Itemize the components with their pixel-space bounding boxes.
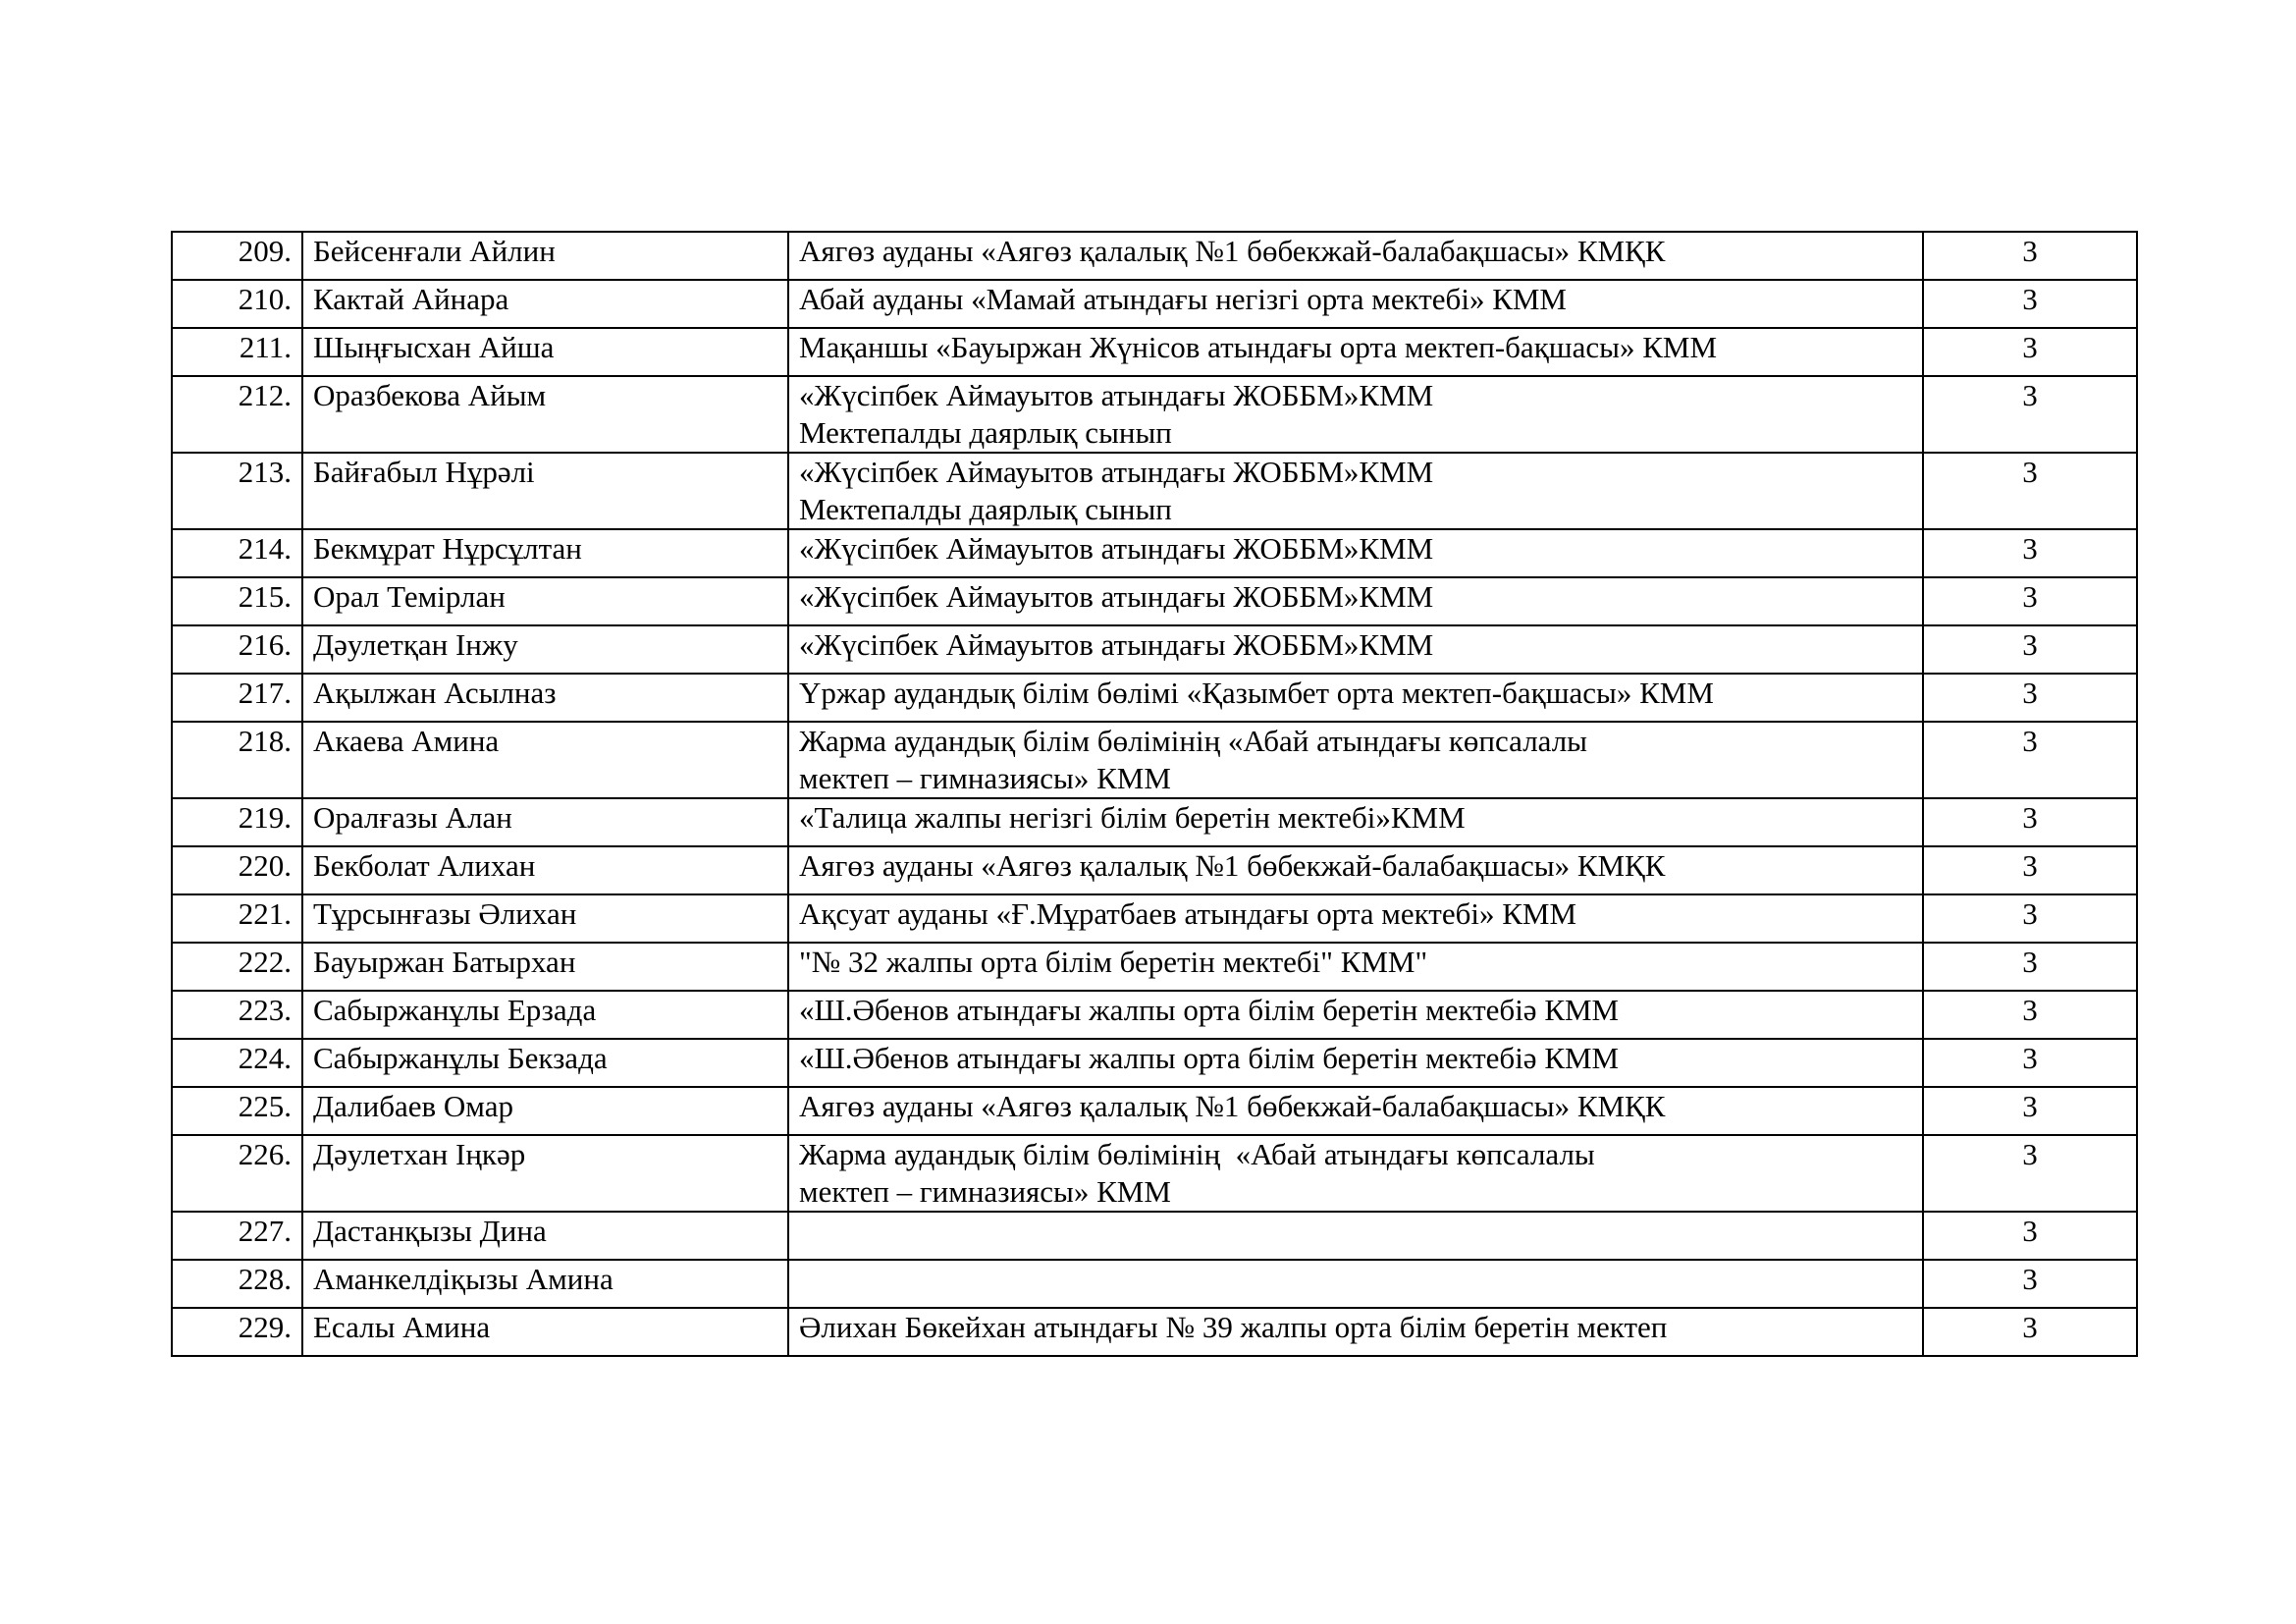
participant-name: Сабыржанұлы Ерзада [302, 991, 788, 1039]
participants-table [171, 231, 2138, 1357]
organization-line: Мақаншы «Бауыржан Жүнісов атындағы орта мектеп-бақшасы» КММ [799, 330, 1718, 364]
organization-line: "№ 32 жалпы орта білім беретін мектебі" КММ" [799, 945, 1428, 979]
organization-line: «Жүсіпбек Аймауытов атындағы ЖОББМ»КММ [799, 455, 1434, 489]
organization-cell [788, 991, 1923, 1039]
row-number: 221. [172, 894, 302, 943]
organization-cell [788, 453, 1923, 529]
participant-name: Шыңғысхан Айша [302, 328, 788, 376]
participant-name: Тұрсынғазы Әлихан [302, 894, 788, 943]
table-body [172, 232, 2137, 1356]
table-row [172, 280, 2137, 328]
row-number: 224. [172, 1039, 302, 1087]
score-value: 3 [1923, 1039, 2137, 1087]
participant-name: Бекболат Алихан [302, 846, 788, 894]
participant-name: Оралғазы Алан [302, 798, 788, 846]
organization-cell [788, 1308, 1923, 1356]
organization-cell [788, 894, 1923, 943]
row-number: 210. [172, 280, 302, 328]
organization-cell [788, 328, 1923, 376]
participant-name: Бауыржан Батырхан [302, 943, 788, 991]
organization-cell [788, 846, 1923, 894]
score-value: 3 [1923, 846, 2137, 894]
score-value: 3 [1923, 722, 2137, 798]
organization-line: «Жүсіпбек Аймауытов атындағы ЖОББМ»КММ [799, 531, 1434, 566]
table-row [172, 674, 2137, 722]
table-row [172, 328, 2137, 376]
participant-name: Орал Темірлан [302, 577, 788, 625]
row-number: 211. [172, 328, 302, 376]
table-row [172, 846, 2137, 894]
organization-line: Абай ауданы «Мамай атындағы негізгі орта мектебі» КММ [799, 282, 1567, 316]
organization-line: Үржар аудандық білім бөлімі «Қазымбет орта мектеп-бақшасы» КММ [799, 676, 1714, 710]
organization-cell [788, 376, 1923, 453]
organization-line: «Талица жалпы негізгі білім беретін мектебі»КММ [799, 800, 1466, 835]
participant-name: Оразбекова Айым [302, 376, 788, 453]
organization-cell [788, 674, 1923, 722]
organization-cell [788, 1260, 1923, 1308]
table-row [172, 1212, 2137, 1260]
table-row [172, 1260, 2137, 1308]
score-value: 3 [1923, 529, 2137, 577]
organization-line: Ақсуат ауданы «Ғ.Мұратбаев атындағы орта мектебі» КММ [799, 896, 1577, 931]
table-row [172, 232, 2137, 280]
table-row [172, 1087, 2137, 1135]
organization-line: «Жүсіпбек Аймауытов атындағы ЖОББМ»КММ [799, 579, 1434, 614]
row-number: 222. [172, 943, 302, 991]
score-value: 3 [1923, 674, 2137, 722]
score-value: 3 [1923, 991, 2137, 1039]
organization-cell [788, 1212, 1923, 1260]
organization-cell [788, 798, 1923, 846]
organization-cell [788, 722, 1923, 798]
row-number: 209. [172, 232, 302, 280]
participant-name: Бейсенғали Айлин [302, 232, 788, 280]
organization-cell [788, 943, 1923, 991]
row-number: 219. [172, 798, 302, 846]
table-row [172, 722, 2137, 798]
score-value: 3 [1923, 232, 2137, 280]
participant-name: Сабыржанұлы Бекзада [302, 1039, 788, 1087]
organization-line: «Жүсіпбек Аймауытов атындағы ЖОББМ»КММ [799, 627, 1434, 662]
row-number: 229. [172, 1308, 302, 1356]
row-number: 216. [172, 625, 302, 674]
organization-cell [788, 232, 1923, 280]
score-value: 3 [1923, 453, 2137, 529]
participant-name: Кактай Айнара [302, 280, 788, 328]
table-row [172, 453, 2137, 529]
table-row [172, 991, 2137, 1039]
participant-name: Акаева Амина [302, 722, 788, 798]
table-row [172, 894, 2137, 943]
row-number: 226. [172, 1135, 302, 1212]
table-row [172, 1039, 2137, 1087]
organization-cell [788, 625, 1923, 674]
row-number: 225. [172, 1087, 302, 1135]
participant-name: Дәулетхан Іңкәр [302, 1135, 788, 1212]
table-row [172, 625, 2137, 674]
organization-cell [788, 1039, 1923, 1087]
participant-name: Бекмұрат Нұрсұлтан [302, 529, 788, 577]
table-row [172, 1308, 2137, 1356]
table-row [172, 1135, 2137, 1212]
organization-cell [788, 577, 1923, 625]
score-value: 3 [1923, 1087, 2137, 1135]
table-row [172, 529, 2137, 577]
score-value: 3 [1923, 798, 2137, 846]
organization-line: Аягөз ауданы «Аягөз қалалық №1 бөбекжай-балабақшасы» КМҚК [799, 848, 1666, 883]
participant-name: Есалы Амина [302, 1308, 788, 1356]
table-row [172, 798, 2137, 846]
table-row [172, 577, 2137, 625]
score-value: 3 [1923, 376, 2137, 453]
participant-name: Ақылжан Асылназ [302, 674, 788, 722]
organization-cell [788, 280, 1923, 328]
organization-line: Аягөз ауданы «Аягөз қалалық №1 бөбекжай-балабақшасы» КМҚК [799, 1089, 1666, 1123]
score-value: 3 [1923, 894, 2137, 943]
participant-name: Далибаев Омар [302, 1087, 788, 1135]
score-value: 3 [1923, 1308, 2137, 1356]
table-row [172, 943, 2137, 991]
organization-line: «Ш.Әбенов атындағы жалпы орта білім беретін мектебіә КММ [799, 1041, 1620, 1075]
row-number: 215. [172, 577, 302, 625]
organization-cell [788, 1135, 1923, 1212]
row-number: 223. [172, 991, 302, 1039]
organization-line: «Жүсіпбек Аймауытов атындағы ЖОББМ»КММ [799, 378, 1434, 412]
organization-line: Мектепалды даярлық сынып [799, 415, 1172, 450]
participant-name: Аманкелдіқызы Амина [302, 1260, 788, 1308]
row-number: 217. [172, 674, 302, 722]
organization-line: Әлихан Бөкейхан атындағы № 39 жалпы орта білім беретін мектеп [799, 1310, 1668, 1344]
participant-name: Дастанқызы Дина [302, 1212, 788, 1260]
row-number: 213. [172, 453, 302, 529]
row-number: 220. [172, 846, 302, 894]
score-value: 3 [1923, 1260, 2137, 1308]
organization-cell [788, 529, 1923, 577]
score-value: 3 [1923, 1135, 2137, 1212]
score-value: 3 [1923, 577, 2137, 625]
organization-cell [788, 1087, 1923, 1135]
score-value: 3 [1923, 328, 2137, 376]
row-number: 227. [172, 1212, 302, 1260]
score-value: 3 [1923, 280, 2137, 328]
score-value: 3 [1923, 1212, 2137, 1260]
row-number: 228. [172, 1260, 302, 1308]
table-row [172, 376, 2137, 453]
participant-name: Дәулетқан Інжу [302, 625, 788, 674]
organization-line: Мектепалды даярлық сынып [799, 492, 1172, 526]
organization-line: «Ш.Әбенов атындағы жалпы орта білім беретін мектебіә КММ [799, 993, 1620, 1027]
score-value: 3 [1923, 625, 2137, 674]
organization-line: мектеп – гимназиясы» КММ [799, 761, 1171, 795]
organization-line: Жарма аудандық білім бөлімінің «Абай атындағы көпсалалы [799, 1137, 1595, 1171]
organization-line: мектеп – гимназиясы» КММ [799, 1174, 1171, 1209]
participant-name: Байғабыл Нұрәлі [302, 453, 788, 529]
organization-line: Аягөз ауданы «Аягөз қалалық №1 бөбекжай-балабақшасы» КМҚК [799, 234, 1666, 268]
row-number: 218. [172, 722, 302, 798]
organization-line: Жарма аудандық білім бөлімінің «Абай атындағы көпсалалы [799, 724, 1587, 758]
row-number: 212. [172, 376, 302, 453]
score-value: 3 [1923, 943, 2137, 991]
row-number: 214. [172, 529, 302, 577]
